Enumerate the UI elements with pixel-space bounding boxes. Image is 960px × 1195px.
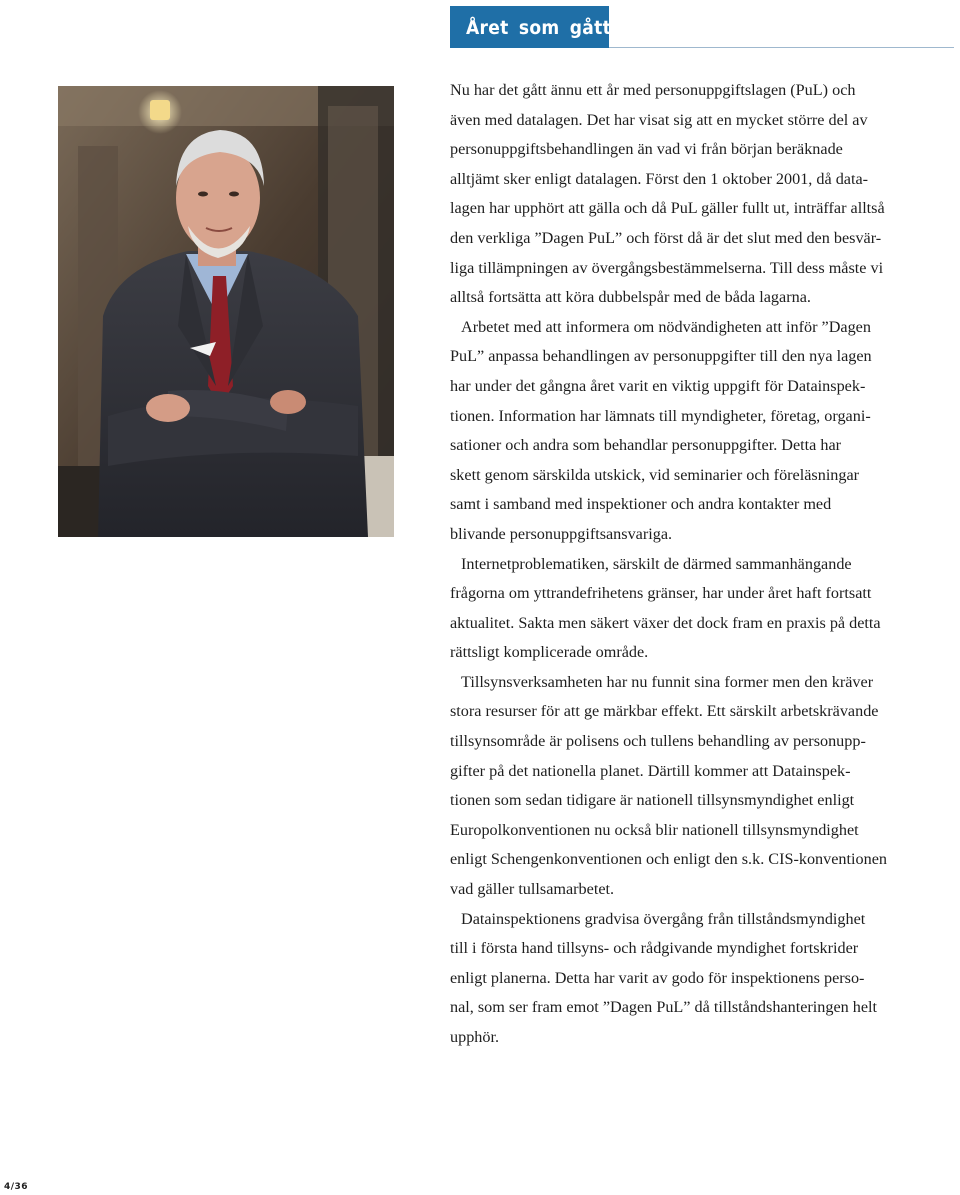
text-line: har under det gångna året varit en viktig uppgift för Datainspek-: [450, 376, 866, 395]
text-line: Datainspektionens gradvisa övergång från tillståndsmyndighet: [461, 909, 866, 928]
text-line: frågorna om yttrandefrihetens gränser, har under året haft fortsatt: [450, 584, 872, 603]
text-line: till i första hand tillsyns- och rådgivande myndighet fortskrider: [450, 939, 859, 958]
text-line: sationer och andra som behandlar personuppgifter. Detta har: [450, 436, 842, 455]
text-line: alltjämt sker enligt datalagen. Först den 1 oktober 2001, då data-: [450, 169, 869, 188]
text-line: gifter på det nationella planet. Därtill kommer att Datainspek-: [450, 761, 851, 780]
text-line: stora resurser för att ge märkbar effekt. Ett särskilt arbetskrävande: [450, 702, 879, 721]
text-line: tionen som sedan tidigare är nationell tillsynsmyndighet enligt: [450, 791, 855, 810]
text-line: tillsynsområde är polisens och tullens behandling av personupp-: [450, 732, 866, 751]
text-line: skett genom särskilda utskick, vid seminarier och föreläsningar: [450, 465, 860, 484]
text-line: tionen. Information har lämnats till myndigheter, företag, organi-: [450, 406, 871, 425]
text-line: Internetproblematiken, särskilt de därmed sammanhängande: [461, 554, 852, 573]
portrait-photo: [58, 86, 394, 537]
text-line: enligt planerna. Detta har varit av godo för inspektionens perso-: [450, 968, 865, 987]
text-line: vad gäller tullsamarbetet.: [450, 880, 615, 899]
text-line: upphör.: [450, 1028, 500, 1046]
text-line: liga tillämpningen av övergångsbestämmelserna. Till dess måste vi: [450, 258, 884, 277]
text-line: nal, som ser fram emot ”Dagen PuL” då tillståndshanteringen helt: [450, 998, 878, 1017]
page-number: 4/36: [4, 1182, 29, 1192]
text-line: Nu har det gått ännu ett år med personuppgiftslagen (PuL) och: [450, 81, 856, 99]
text-line: blivande personuppgiftsansvariga.: [450, 524, 673, 543]
article-body: [450, 76, 953, 1053]
text-line: alltså fortsätta att köra dubbelspår med de båda lagarna.: [450, 288, 811, 307]
text-line: även med datalagen. Det har visat sig att en mycket större del av: [450, 110, 868, 129]
text-line: personuppgiftsbehandlingen än vad vi från början beräknade: [450, 140, 843, 159]
text-line: Arbetet med att informera om nödvändigheten att inför ”Dagen: [461, 317, 871, 336]
text-line: aktualitet. Sakta men säkert växer det dock fram en praxis på detta: [450, 613, 881, 632]
text-line: rättsligt komplicerade område.: [450, 643, 649, 662]
text-line: Tillsynsverksamheten har nu funnit sina former men den kräver: [461, 672, 874, 691]
text-line: den verkliga ”Dagen PuL” och först då är det slut med den besvär-: [450, 228, 882, 247]
text-line: PuL” anpassa behandlingen av personuppgifter till den nya lagen: [450, 347, 872, 366]
text-line: Europolkonventionen nu också blir nationell tillsynsmyndighet: [450, 820, 859, 839]
header-rule: [609, 47, 954, 48]
section-title: Året som gått: [466, 17, 612, 39]
text-line: enligt Schengenkonventionen och enligt den s.k. CIS-konventionen: [450, 850, 887, 869]
text-line: samt i samband med inspektioner och andra kontakter med: [450, 495, 832, 514]
text-line: lagen har upphört att gälla och då PuL gäller fullt ut, inträffar alltså: [450, 199, 885, 218]
